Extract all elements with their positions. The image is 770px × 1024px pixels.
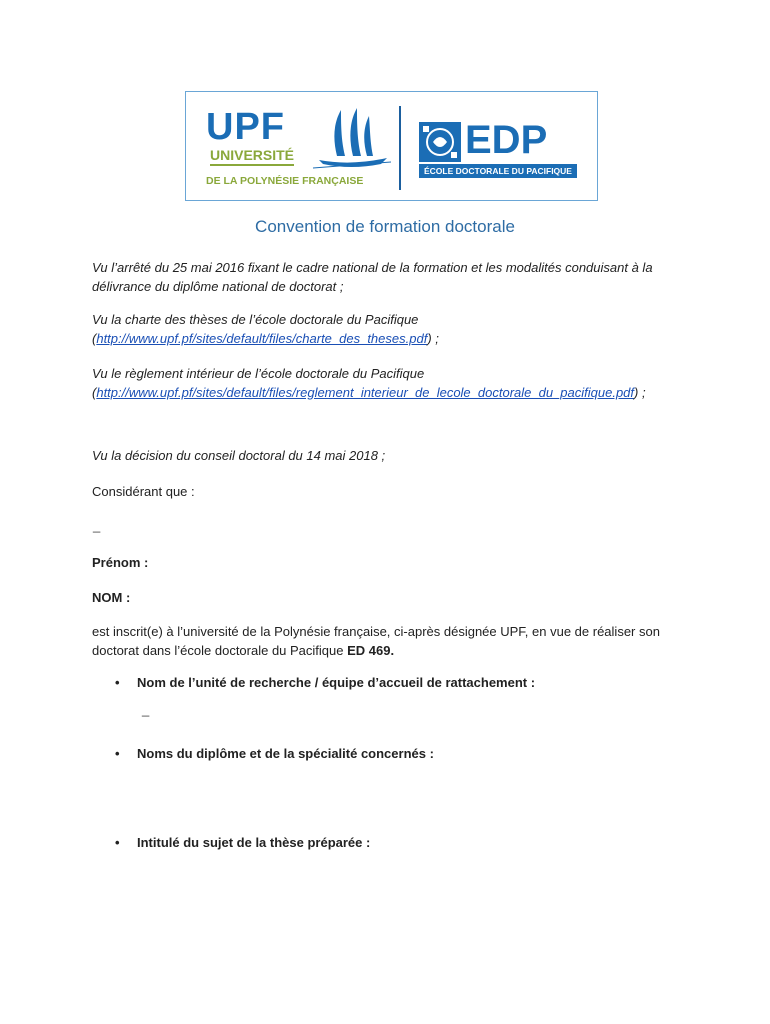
sailboat-icon — [311, 106, 391, 170]
bullet-sujet-these — [115, 833, 370, 852]
inscrit-text: est inscrit(e) à l’université de la Polynésie française, ci-après désignée UPF, en vue de réaliser son doctorat dans l’école doctorale du Pacifique — [92, 624, 660, 658]
considerant-label: Considérant que : — [92, 484, 195, 499]
charte-link[interactable]: http://www.upf.pf/sites/default/files/charte_des_theses.pdf — [96, 331, 428, 346]
bullet-icon: • — [115, 835, 120, 850]
vu-reglement-open: ( — [92, 385, 97, 400]
polynesie-logo-text: DE LA POLYNÉSIE FRANÇAISE — [206, 175, 364, 187]
prenom-label: Prénom : — [92, 555, 149, 570]
document-title: Convention de formation doctorale — [255, 217, 515, 236]
sujet-these-label: Intitulé du sujet de la thèse préparée : — [137, 835, 371, 850]
edp-emblem-icon — [419, 122, 461, 162]
unite-recherche-label: Nom de l’unité de recherche / équipe d’accueil de rattachement : — [137, 675, 536, 690]
bullet-unite-recherche — [115, 673, 535, 692]
vu-reglement — [92, 364, 692, 402]
universite-logo-text: UNIVERSITÉ — [210, 148, 294, 166]
vu-reglement-close: ) ; — [634, 385, 646, 400]
vu-charte — [92, 310, 692, 348]
vu-arrete: Vu l’arrêté du 25 mai 2016 fixant le cadre national de la formation et les modalités conduisant à la délivrance du diplôme national de doctorat ; — [92, 260, 653, 294]
diplome-label: Noms du diplôme et de la spécialité concernés : — [137, 746, 434, 761]
bullet-diplome — [115, 744, 434, 763]
logo-divider — [399, 106, 401, 190]
ed-number: ED 469. — [347, 643, 395, 658]
bullet-icon: • — [115, 746, 120, 761]
upf-logo-text: UPF — [206, 106, 285, 148]
vu-decision: Vu la décision du conseil doctoral du 14 mai 2018 ; — [92, 448, 386, 463]
nom-label: NOM : — [92, 590, 131, 605]
edp-subtitle: ÉCOLE DOCTORALE DU PACIFIQUE — [419, 164, 577, 178]
vu-charte-open: ( — [92, 331, 97, 346]
bullet-icon: • — [115, 675, 120, 690]
blank-dash-2: _ — [142, 702, 150, 717]
edp-logo-text: EDP — [465, 118, 548, 162]
reglement-link[interactable]: http://www.upf.pf/sites/default/files/reglement_interieur_de_lecole_doctorale_du_pacifique.pdf — [96, 385, 635, 400]
logo-banner — [185, 91, 598, 201]
blank-dash: _ — [93, 518, 101, 533]
vu-charte-text: Vu la charte des thèses de l’école doctorale du Pacifique — [92, 312, 419, 327]
vu-charte-close: ) ; — [427, 331, 439, 346]
vu-reglement-text: Vu le règlement intérieur de l’école doctorale du Pacifique — [92, 366, 425, 381]
inscrit-paragraph — [92, 622, 696, 660]
